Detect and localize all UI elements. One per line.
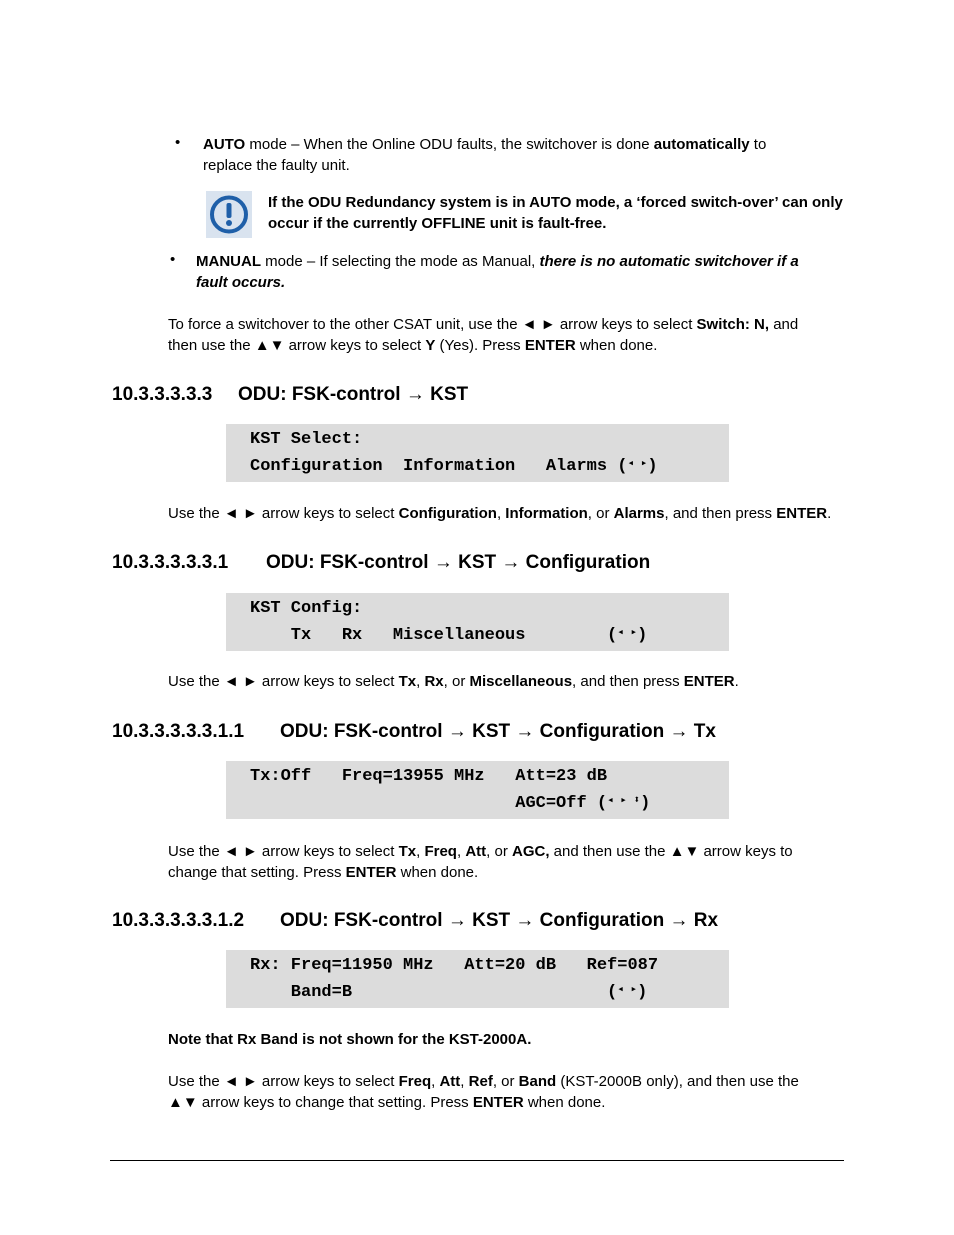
manual-bullet-line1: MANUAL mode – If selecting the mode as Manual, there is no automatic switchover if a bbox=[196, 253, 799, 270]
section-heading-kst-tx: 10.3.3.3.3.3.1.1 ODU: FSK-control → KST → Configuration → Tx bbox=[112, 721, 716, 742]
auto-label: AUTO bbox=[203, 136, 246, 153]
manual-bullet-line2: fault occurs. bbox=[196, 274, 286, 291]
switch-para-line1: To force a switchover to the other CSAT unit, use the ◄ ► arrow keys to select Switch: N, and bbox=[168, 316, 799, 333]
note-line2: occur if the currently OFFLINE unit is fault-free. bbox=[268, 215, 607, 232]
switch-para-line2: then use the ▲▼ arrow keys to select Y (Yes). Press ENTER when done. bbox=[168, 337, 658, 354]
lcd-display-kst-config: KST Config: Tx Rx Miscellaneous (◂ ▸) bbox=[226, 593, 729, 651]
important-icon bbox=[206, 191, 252, 238]
left-right-up-down-arrows-icon: ◂ ▸ ⬍ bbox=[607, 795, 641, 807]
note-line1: If the ODU Redundancy system is in AUTO mode, a ‘forced switch-over’ can only bbox=[268, 194, 843, 211]
bullet-dot: • bbox=[175, 134, 181, 151]
bullet-dot: • bbox=[170, 251, 176, 268]
tx-instructions-line2: change that setting. Press ENTER when done. bbox=[168, 864, 479, 881]
rx-instructions-line2: ▲▼ arrow keys to change that setting. Press ENTER when done. bbox=[168, 1094, 606, 1111]
lcd-display-kst-select: KST Select: Configuration Information Alarms (◂ ▸) bbox=[226, 424, 729, 482]
lcd-display-rx: Rx: Freq=11950 MHz Att=20 dB Ref=087 Band=B (◂ ▸) bbox=[226, 950, 729, 1008]
section-heading-kst: 10.3.3.3.3.3 ODU: FSK-control → KST bbox=[112, 384, 469, 405]
kst-config-instructions: Use the ◄ ► arrow keys to select Tx, Rx, or Miscellaneous, and then press ENTER. bbox=[168, 673, 739, 690]
auto-bullet-line2: replace the faulty unit. bbox=[203, 157, 350, 174]
left-right-arrows-icon: ◂ ▸ bbox=[627, 458, 648, 470]
auto-bullet-line1: AUTO mode – When the Online ODU faults, the switchover is done automatically to bbox=[203, 136, 767, 153]
section-heading-kst-config: 10.3.3.3.3.3.1 ODU: FSK-control → KST → Configuration bbox=[112, 552, 651, 573]
footer-rule bbox=[110, 1160, 844, 1161]
rx-band-note: Note that Rx Band is not shown for the KST-2000A. bbox=[168, 1031, 532, 1048]
section-heading-kst-rx: 10.3.3.3.3.3.1.2 ODU: FSK-control → KST → Configuration → Rx bbox=[112, 910, 719, 931]
left-right-arrows-icon: ◂ ▸ bbox=[617, 627, 638, 639]
lcd-display-tx: Tx:Off Freq=13955 MHz Att=23 dB AGC=Off (◂ ▸ ⬍) bbox=[226, 761, 729, 819]
left-right-arrows-icon: ◂ ▸ bbox=[617, 984, 638, 996]
rx-instructions-line1: Use the ◄ ► arrow keys to select Freq, Att, Ref, or Band (KST-2000B only), and then use the bbox=[168, 1073, 799, 1090]
kst-instructions: Use the ◄ ► arrow keys to select Configuration, Information, or Alarms, and then press ENTER. bbox=[168, 505, 832, 522]
tx-instructions-line1: Use the ◄ ► arrow keys to select Tx, Freq, Att, or AGC, and then use the ▲▼ arrow keys to bbox=[168, 843, 793, 860]
